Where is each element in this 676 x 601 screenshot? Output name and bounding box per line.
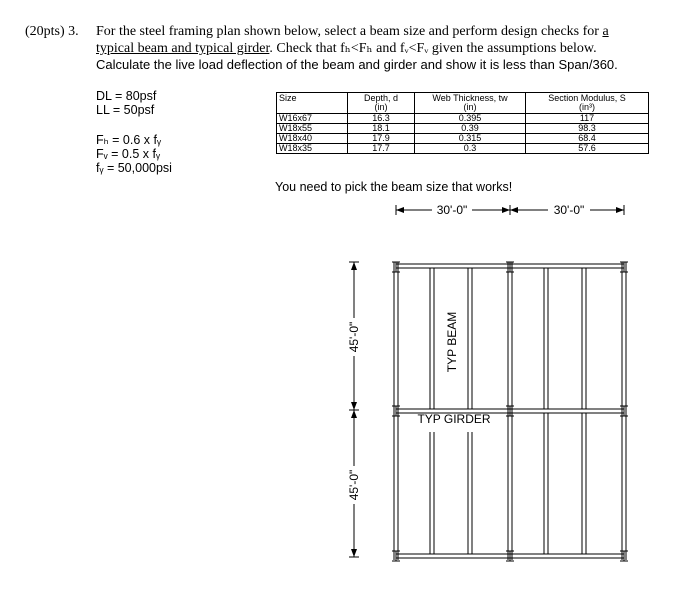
cell-web-thickness: 0.39	[415, 124, 526, 134]
question-line-1-text: For the steel framing plan shown below, select a beam size and perform design checks for	[96, 24, 603, 39]
cell-section-modulus: 98.3	[526, 124, 649, 134]
allowable-shear-stress: Fᵥ = 0.5 x fᵧ	[96, 147, 160, 161]
dimension-label-span-1: 30'-0"	[436, 203, 468, 217]
instruction-text: You need to pick the beam size that works!	[275, 180, 513, 194]
dimension-label-span-2: 30'-0"	[553, 203, 585, 217]
question-line-2-text: . Check that fₕ<Fₕ and fᵥ<Fᵥ given the assumptions below.	[269, 41, 597, 56]
header-size: Size	[277, 93, 348, 114]
typ-girder-label: TYP GIRDER	[417, 412, 491, 426]
cell-depth: 17.7	[348, 144, 415, 154]
header-web-thickness: Web Thickness, tw (in)	[415, 93, 526, 114]
header-depth: Depth, d (in)	[348, 93, 415, 114]
cell-section-modulus: 68.4	[526, 134, 649, 144]
typ-beam-label: TYP BEAM	[445, 311, 459, 373]
dimension-arrowheads	[351, 207, 624, 557]
cell-depth: 18.1	[348, 124, 415, 134]
question-line-2-underlined: typical beam and typical girder	[96, 41, 270, 56]
cell-web-thickness: 0.395	[415, 114, 526, 124]
allowable-bending-stress: Fₕ = 0.6 x fᵧ	[96, 133, 161, 147]
cell-size: W18x40	[277, 134, 348, 144]
cell-section-modulus: 117	[526, 114, 649, 124]
cell-web-thickness: 0.315	[415, 134, 526, 144]
yield-stress: fᵧ = 50,000psi	[96, 161, 172, 175]
dimension-label-bay-1: 45'-0"	[347, 321, 361, 353]
header-section-modulus: Section Modulus, S (in³)	[526, 93, 649, 114]
dimension-label-bay-2: 45'-0"	[347, 469, 361, 501]
live-load: LL = 50psf	[96, 103, 155, 117]
dead-load: DL = 80psf	[96, 89, 157, 103]
cell-size: W16x67	[277, 114, 348, 124]
cell-size: W18x35	[277, 144, 348, 154]
cell-depth: 17.9	[348, 134, 415, 144]
question-number: (20pts) 3.	[25, 24, 79, 39]
cell-depth: 16.3	[348, 114, 415, 124]
cell-section-modulus: 57.6	[526, 144, 649, 154]
cell-web-thickness: 0.3	[415, 144, 526, 154]
question-line-1-underlined: a	[602, 24, 609, 39]
cell-size: W18x55	[277, 124, 348, 134]
question-line-3: Calculate the live load deflection of the beam and girder and show it is less than Span/360.	[96, 57, 618, 72]
